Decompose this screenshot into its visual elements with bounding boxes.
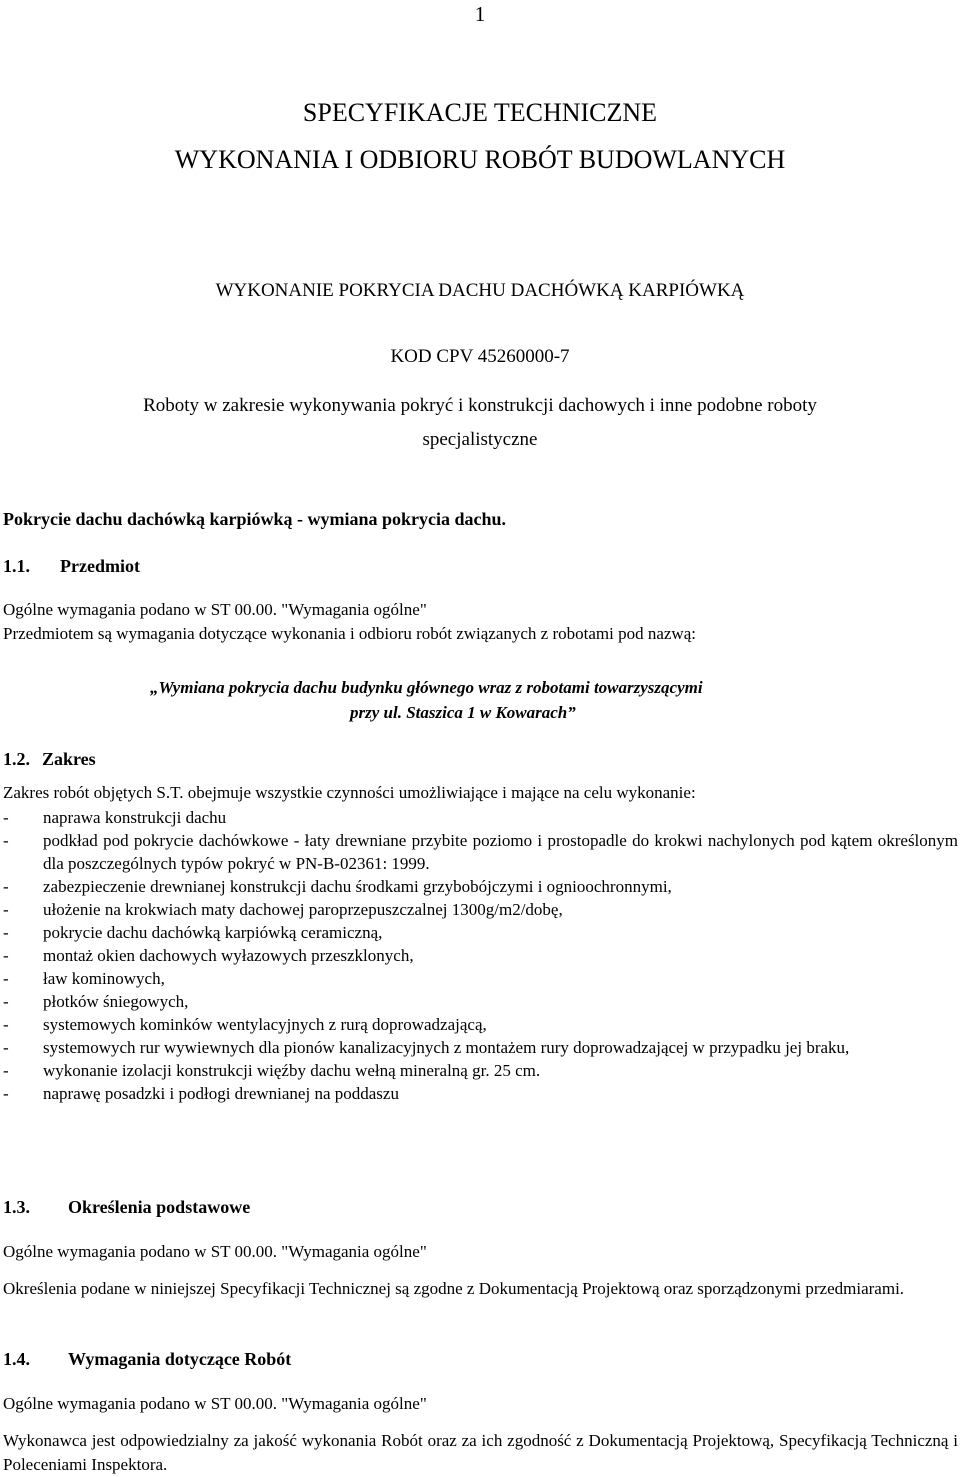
cpv-description-line2: specjalistyczne [422,429,538,450]
section-number: 1.4. [3,1349,30,1369]
section-1-2-heading [3,749,96,770]
list-item: - naprawę posadzki i podłogi drewnianej na poddaszu [3,1084,399,1103]
section-title: Zakres [42,749,96,769]
document-title-line2: WYKONANIA I ODBIORU ROBÓT BUDOWLANYCH [174,145,786,174]
section-number: 1.2. [3,749,30,769]
list-item: - ułożenie na krokwiach maty dachowej paroprzepuszczalnej 1300g/m2/dobę, [3,900,563,919]
section-number: 1.1. [3,556,30,576]
general-requirements-1-1: Ogólne wymagania podano w ST 00.00. "Wymagania ogólne" [3,600,427,619]
list-item: - naprawa konstrukcji dachu [3,808,227,827]
general-requirements-1-3: Ogólne wymagania podano w ST 00.00. "Wymagania ogólne" [3,1242,427,1261]
section-title: Przedmiot [60,556,140,576]
project-name-line2: przy ul. Staszica 1 w Kowarach” [350,703,576,722]
section-title: Wymagania dotyczące Robót [68,1349,292,1369]
general-requirements-1-4: Ogólne wymagania podano w ST 00.00. "Wymagania ogólne" [3,1394,427,1413]
list-item: - wykonanie izolacji konstrukcji więźby dachu wełną mineralną gr. 25 cm. [3,1061,541,1080]
cpv-description-line1: Roboty w zakresie wykonywania pokryć i konstrukcji dachowych i inne podobne roboty [143,395,817,416]
list-item: - montaż okien dachowych wyłazowych przeszklonych, [3,946,414,965]
document-title-line1: SPECYFIKACJE TECHNICZNE [302,98,658,127]
cpv-code: KOD CPV 45260000-7 [390,346,570,367]
section-1-2-intro: Zakres robót objętych S.T. obejmuje wszystkie czynności umożliwiające i mające na celu wykonanie: [3,783,696,802]
list-item: - podkład pod pokrycie dachówkowe - łaty drewniane przybite poziomo i prostopadle do krokwi nachylonych pod kątem określonym dla poszczególnych typów pokryć w PN-B-02361: 1999. [3,831,958,873]
page-number: 1 [474,2,486,26]
section-number: 1.3. [3,1197,30,1217]
project-name-line1: „Wymiana pokrycia dachu budynku głównego wraz z robotami towarzyszącymi [150,678,703,697]
section-1-1-heading [3,556,140,577]
list-item: - systemowych kominków wentylacyjnych z rurą doprowadzającą, [3,1015,487,1034]
list-item: - ław kominowych, [3,969,165,988]
section-1-4-heading [3,1349,291,1370]
list-item: - zabezpieczenie drewnianej konstrukcji dachu środkami grzybobójczymi i ognioochronnymi, [3,877,672,896]
section-1-3-heading [3,1197,250,1218]
section-1-4-text: Wykonawca jest odpowiedzialny za jakość wykonania Robót oraz za ich zgodność z Dokumentacją Projektową, Specyfikacją Techniczną i Poleceniami Inspektora. [3,1431,958,1474]
section-title: Określenia podstawowe [68,1197,251,1217]
section-1-3-text: Określenia podane w niniejszej Specyfikacji Technicznej są zgodne z Dokumentacją Projektową oraz sporządzonymi przedmiarami. [3,1279,905,1298]
section-1-1-text: Przedmiotem są wymagania dotyczące wykonania i odbioru robót związanych z robotami pod nazwą: [3,624,696,643]
list-item: - płotków śniegowych, [3,992,189,1011]
scope-list [3,806,958,1105]
list-item: - systemowych rur wywiewnych dla pionów kanalizacyjnych z montażem rury doprowadzającej w przypadku jej braku, [3,1038,850,1057]
list-item: - pokrycie dachu dachówką karpiówką ceramiczną, [3,923,383,942]
subject-heading: WYKONANIE POKRYCIA DACHU DACHÓWKĄ KARPIÓWKĄ [215,280,745,301]
main-heading: Pokrycie dachu dachówką karpiówką - wymiana pokrycia dachu. [3,509,507,529]
